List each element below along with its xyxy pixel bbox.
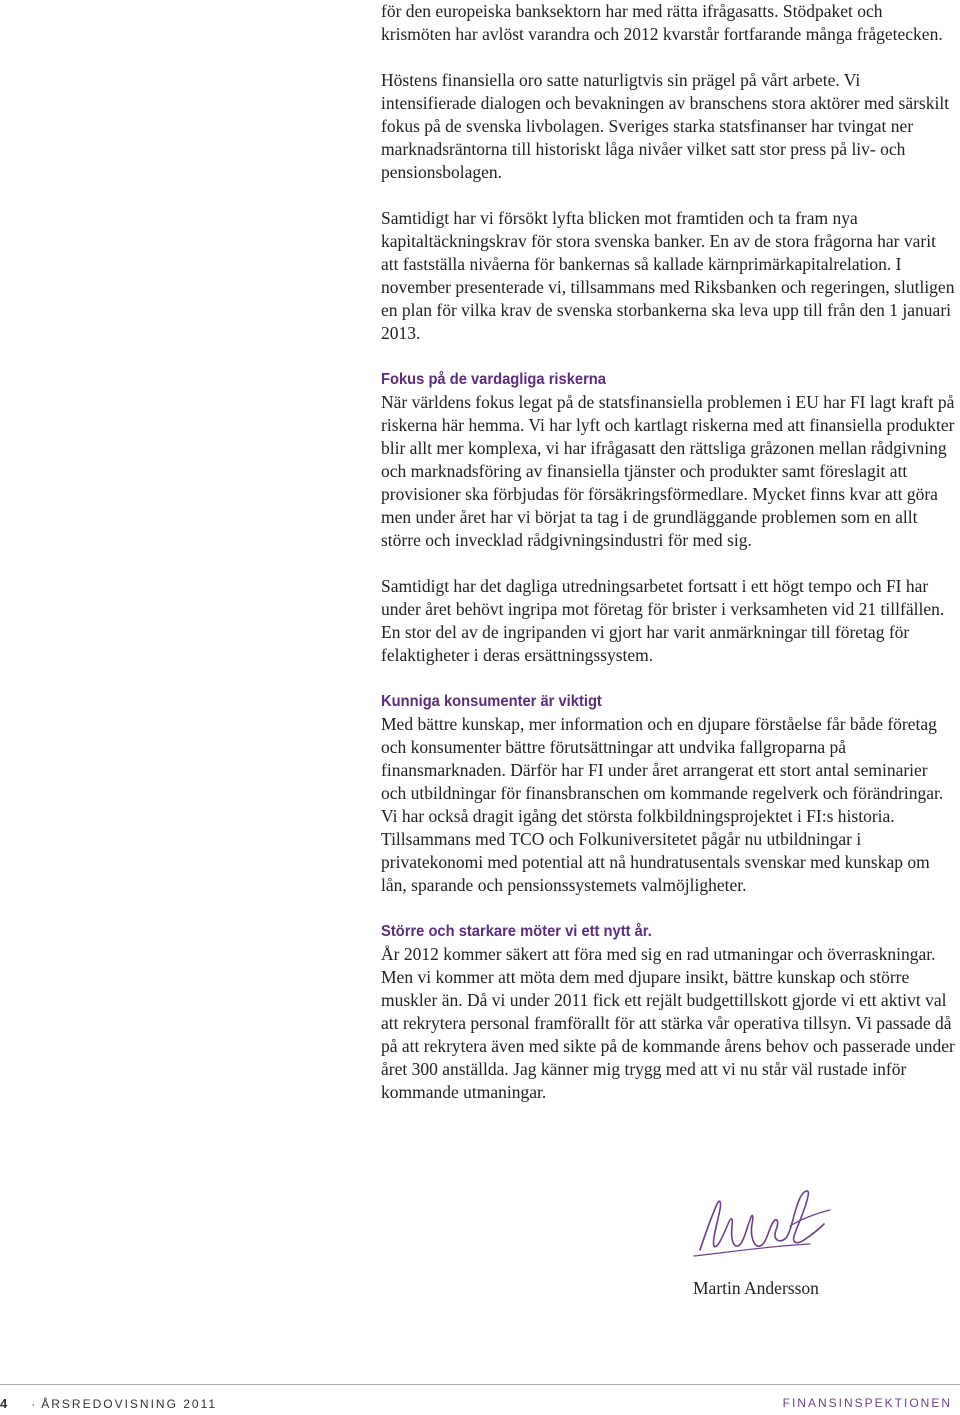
heading-konsumenter: Kunniga konsumenter är viktigt <box>381 693 602 710</box>
paragraph-3: Samtidigt har vi försökt lyfta blicken mot framtiden och ta fram nya kapitaltäckningskrav för stora svenska banker. En av de stora frågorna har varit att fastställa nivåerna för bankernas så kallade kärnprimärkapitalrelation. I november presenterade vi, tillsammans med Riksbanken och regeringen, slutligen en plan för vilka krav de svenska storbankerna ska leva upp till från den 1 januari 2013. <box>381 208 955 343</box>
paragraph-6: Med bättre kunskap, mer information och en djupare förståelse får både företag och konsumenter bättre förutsättningar att undvika fallgroparna på finansmarknaden. Därför har FI under året arrangerat ett stort antal seminarier och utbildningar för finansbranschen om kommande regelverk och förändringar. Vi har också dragit igång det största folkbildningsprojektet i FI:s historia. Tillsammans med TCO och Folkuniversitetet pågår nu utbildningar i privatekonomi med potential att nå hundratusentals svenskar med kunskap om lån, sparande och pensionssystemets valmöjligheter. <box>381 714 944 895</box>
paragraph-2: Höstens finansiella oro satte naturligtvis sin prägel på vårt arbete. Vi intensifierade dialogen och bevakningen av branschens stora aktörer med särskilt fokus på de svenska livbolagen. Sveriges starka statsfinanser har tvingat ner marknadsräntorna till historiskt låga nivåer vilket satt stor press på liv- och pensionsbolagen. <box>381 70 950 182</box>
organization-name: FINANSINSPEKTIONEN <box>782 1396 952 1410</box>
body-column <box>381 0 956 1127</box>
paragraph-5: Samtidigt har det dagliga utredningsarbetet fortsatt i ett högt tempo och FI har under året behövt ingripa mot företag för brister i verksamheten vid 21 tillfällen. En stor del av de ingripanden vi gjort har varit anmärkningar till företag för felaktigheter i deras ersättningssystem. <box>381 576 945 665</box>
paragraph-7: År 2012 kommer säkert att föra med sig en rad utmaningar och överraskningar. Men vi kommer att möta dem med djupare insikt, bättre kunskap och större muskler än. Då vi under 2011 fick ett rejält budgettillskott gjorde vi ett aktivt val att rekrytera personal framförallt för att stärka vår operativa tillsyn. Vi passade då på att rekrytera även med sikte på de kommande årens behov och passerade under året 300 anställda. Jag känner mig trygg med att vi nu står väl rustade inför kommande utmaningar. <box>381 944 955 1102</box>
footer-separator: · <box>31 1397 38 1411</box>
signature-name: Martin Andersson <box>693 1278 819 1298</box>
paragraph-1: för den europeiska banksektorn har med rätta ifrågasatts. Stödpaket och krismöten har avlöst varandra och 2012 kvarstår fortfarande många frågetecken. <box>381 1 943 44</box>
publication-title: ÅRSREDOVISNING 2011 <box>41 1397 218 1411</box>
footer-divider <box>0 1384 960 1385</box>
paragraph-4: När världens fokus legat på de statsfinansiella problemen i EU har FI lagt kraft på riskerna här hemma. Vi har lyft och kartlagt riskerna med att finansiella produkter blir allt mer komplexa, vi har ifrågasatt den rättsliga gråzonen mellan rådgivning och marknadsföring av finansiella tjänster och produkter samt föreslagit att provisioner ska förbjudas för försäkringsförmedlare. Mycket finns kvar att göra men under året har vi börjat ta tag i de grundläggande problemen som en allt större och invecklad rådgivningsindustri för med sig. <box>381 392 955 550</box>
handwritten-signature <box>690 1180 840 1265</box>
page-number: 4 <box>0 1396 8 1411</box>
heading-nytt-ar: Större och starkare möter vi ett nytt år. <box>381 923 652 940</box>
footer-left <box>0 1396 217 1411</box>
heading-fokus: Fokus på de vardagliga riskerna <box>381 371 606 388</box>
